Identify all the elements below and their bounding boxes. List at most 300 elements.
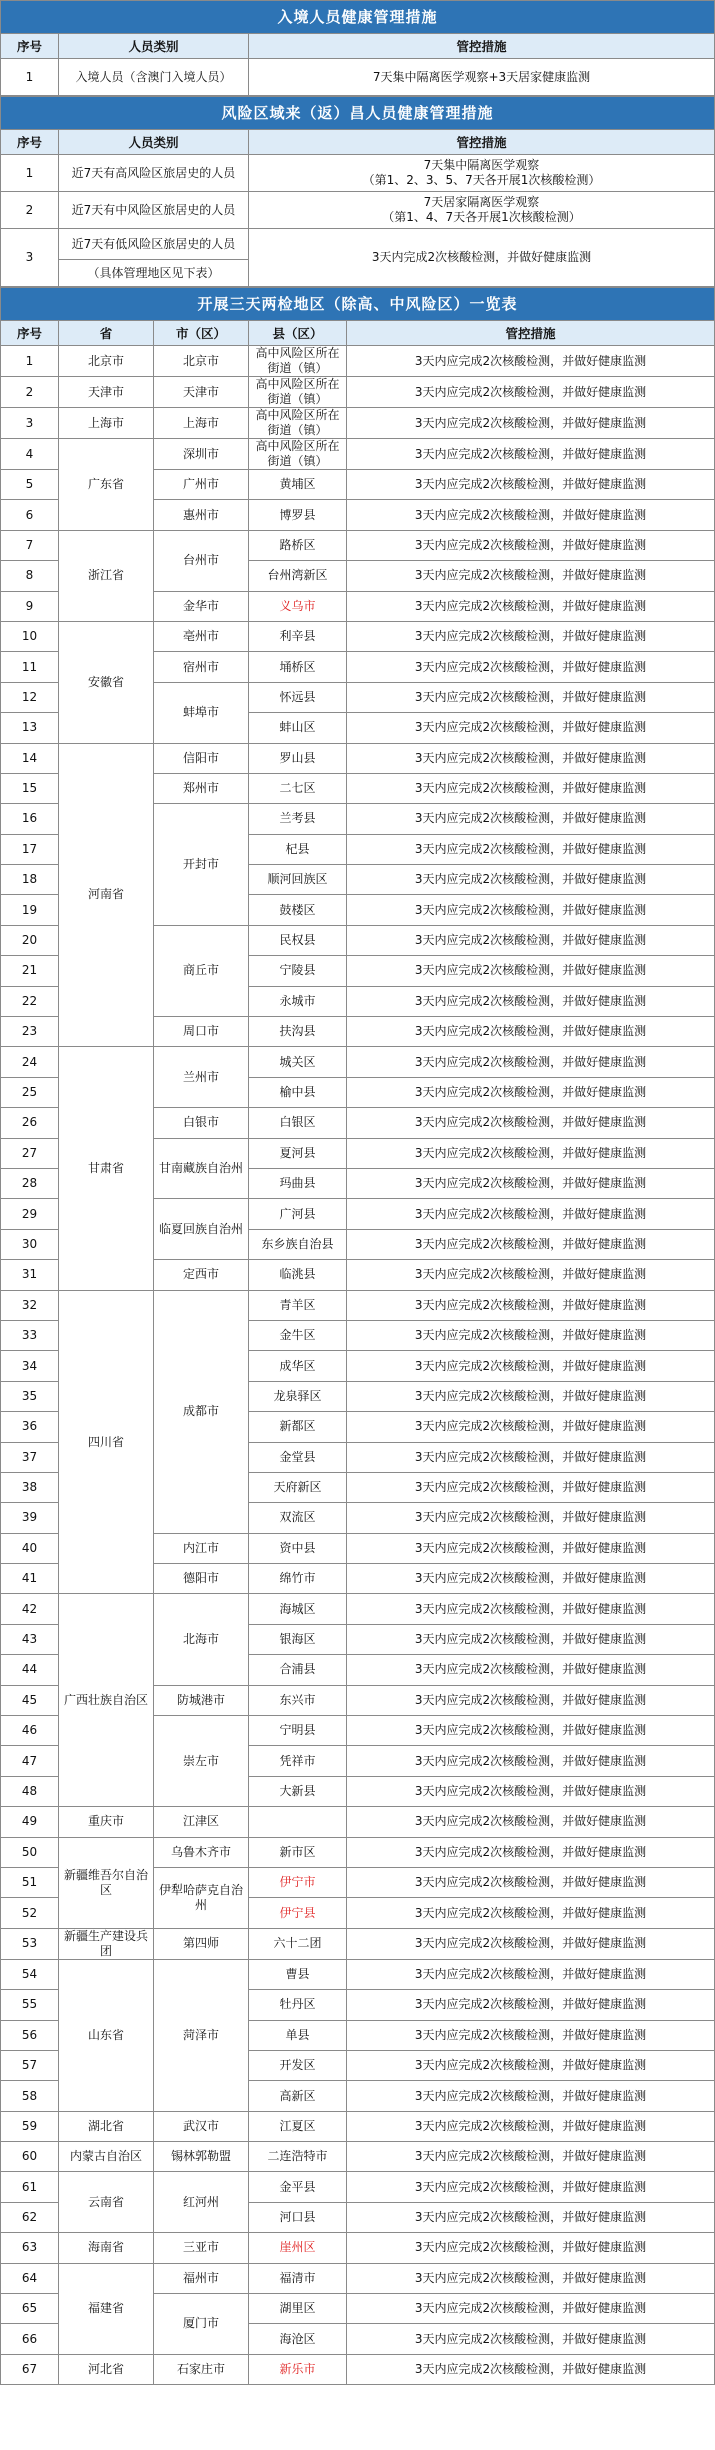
county-cell: 新市区 — [249, 1837, 347, 1867]
measure-cell: 3天内应完成2次核酸检测，并做好健康监测 — [347, 1320, 715, 1350]
measure-cell: 3天内应完成2次核酸检测，并做好健康监测 — [347, 439, 715, 470]
province-cell: 海南省 — [59, 2233, 154, 2263]
city-cell: 郑州市 — [154, 773, 249, 803]
county-cell: 湖里区 — [249, 2294, 347, 2324]
row-no: 56 — [1, 2020, 59, 2050]
row-no: 24 — [1, 1047, 59, 1077]
county-cell: 银海区 — [249, 1624, 347, 1654]
measure-cell: 3天内应完成2次核酸检测，并做好健康监测 — [347, 2020, 715, 2050]
county-cell: 夏河县 — [249, 1138, 347, 1168]
row-no: 40 — [1, 1533, 59, 1563]
county-cell: 罗山县 — [249, 743, 347, 773]
row-no: 7 — [1, 530, 59, 560]
county-cell: 扶沟县 — [249, 1017, 347, 1047]
city-cell: 菏泽市 — [154, 1959, 249, 2111]
row-no: 20 — [1, 925, 59, 955]
measure-cell: 3天内应完成2次核酸检测，并做好健康监测 — [347, 925, 715, 955]
row-no: 6 — [1, 500, 59, 530]
city-cell: 伊犁哈萨克自治州 — [154, 1867, 249, 1928]
table-row — [1, 2172, 715, 2202]
row-no: 34 — [1, 1351, 59, 1381]
city-cell: 上海市 — [154, 408, 249, 439]
row-no: 49 — [1, 1807, 59, 1837]
measure-cell: 3天内应完成2次核酸检测，并做好健康监测 — [347, 1746, 715, 1776]
row-no: 63 — [1, 2233, 59, 2263]
table-row — [1, 2233, 715, 2263]
city-cell: 信阳市 — [154, 743, 249, 773]
table-row — [1, 155, 715, 192]
province-cell: 广西壮族自治区 — [59, 1594, 154, 1807]
county-cell: 高中风险区所在街道（镇） — [249, 377, 347, 408]
row-no: 31 — [1, 1260, 59, 1290]
measure-cell: 3天内应完成2次核酸检测，并做好健康监测 — [347, 2172, 715, 2202]
region-list — [1, 346, 715, 2385]
risk-area-table — [0, 96, 715, 287]
county-cell: 二连浩特市 — [249, 2142, 347, 2172]
table-row — [1, 530, 715, 560]
city-cell: 深圳市 — [154, 439, 249, 470]
city-cell: 乌鲁木齐市 — [154, 1837, 249, 1867]
county-cell: 义乌市 — [249, 591, 347, 621]
measure-cell: 3天内应完成2次核酸检测，并做好健康监测 — [347, 1503, 715, 1533]
row-no: 2 — [1, 192, 59, 229]
city-cell: 周口市 — [154, 1017, 249, 1047]
city-cell: 定西市 — [154, 1260, 249, 1290]
county-cell: 宁陵县 — [249, 956, 347, 986]
measure-cell: 3天内应完成2次核酸检测，并做好健康监测 — [347, 1108, 715, 1138]
header-province: 省 — [59, 321, 154, 346]
header-city: 市（区） — [154, 321, 249, 346]
header-measure: 管控措施 — [249, 34, 715, 59]
province-cell: 河北省 — [59, 2354, 154, 2384]
header-measure: 管控措施 — [249, 130, 715, 155]
measure-cell: 3天内应完成2次核酸检测，并做好健康监测 — [347, 865, 715, 895]
measure-cell: 3天内应完成2次核酸检测，并做好健康监测 — [347, 1990, 715, 2020]
city-cell: 蚌埠市 — [154, 682, 249, 743]
row-no: 22 — [1, 986, 59, 1016]
header-category: 人员类别 — [59, 34, 249, 59]
row-no: 36 — [1, 1412, 59, 1442]
county-cell: 牡丹区 — [249, 1990, 347, 2020]
county-cell: 广河县 — [249, 1199, 347, 1229]
city-cell: 商丘市 — [154, 925, 249, 1016]
row-no: 57 — [1, 2050, 59, 2080]
measure-cell: 3天内应完成2次核酸检测，并做好健康监测 — [347, 1229, 715, 1259]
county-cell: 民权县 — [249, 925, 347, 955]
row-no: 8 — [1, 561, 59, 591]
county-cell: 青羊区 — [249, 1290, 347, 1320]
test-region-table — [0, 287, 715, 2385]
county-cell: 白银区 — [249, 1108, 347, 1138]
county-cell: 榆中县 — [249, 1077, 347, 1107]
county-cell: 海城区 — [249, 1594, 347, 1624]
row-no: 59 — [1, 2111, 59, 2141]
measure-cell: 3天内应完成2次核酸检测，并做好健康监测 — [347, 1776, 715, 1806]
city-cell: 临夏回族自治州 — [154, 1199, 249, 1260]
measure-cell: 3天内应完成2次核酸检测，并做好健康监测 — [347, 2263, 715, 2293]
table-row — [1, 408, 715, 439]
county-cell: 海沧区 — [249, 2324, 347, 2354]
measure-cell: 3天内应完成2次核酸检测，并做好健康监测 — [347, 500, 715, 530]
row-category: 入境人员（含澳门入境人员） — [59, 59, 249, 96]
measure-cell: 3天内应完成2次核酸检测，并做好健康监测 — [347, 1928, 715, 1959]
city-cell: 宿州市 — [154, 652, 249, 682]
county-cell: 资中县 — [249, 1533, 347, 1563]
city-cell: 白银市 — [154, 1108, 249, 1138]
measure-cell: 3天内应完成2次核酸检测，并做好健康监测 — [347, 561, 715, 591]
row-no: 45 — [1, 1685, 59, 1715]
county-cell: 高中风险区所在街道（镇） — [249, 346, 347, 377]
row-no: 26 — [1, 1108, 59, 1138]
county-cell: 金平县 — [249, 2172, 347, 2202]
city-cell: 惠州市 — [154, 500, 249, 530]
table-row — [1, 192, 715, 229]
row-no: 37 — [1, 1442, 59, 1472]
row-no: 4 — [1, 439, 59, 470]
county-cell: 伊宁县 — [249, 1898, 347, 1928]
measure-cell: 3天内应完成2次核酸检测，并做好健康监测 — [347, 1959, 715, 1989]
county-cell: 开发区 — [249, 2050, 347, 2080]
measure-cell: 3天内应完成2次核酸检测，并做好健康监测 — [347, 1381, 715, 1411]
row-no: 50 — [1, 1837, 59, 1867]
row-no: 51 — [1, 1867, 59, 1897]
table-row — [1, 1594, 715, 1624]
measure-cell: 3天内应完成2次核酸检测，并做好健康监测 — [347, 713, 715, 743]
measure-cell: 3天内应完成2次核酸检测，并做好健康监测 — [347, 530, 715, 560]
row-no: 23 — [1, 1017, 59, 1047]
measure-cell: 3天内应完成2次核酸检测，并做好健康监测 — [347, 2202, 715, 2232]
measure-cell: 3天内应完成2次核酸检测，并做好健康监测 — [347, 2233, 715, 2263]
province-cell: 甘肃省 — [59, 1047, 154, 1290]
measure-cell: 3天内应完成2次核酸检测，并做好健康监测 — [347, 652, 715, 682]
table-row — [1, 1837, 715, 1867]
row-no: 18 — [1, 865, 59, 895]
row-no: 28 — [1, 1168, 59, 1198]
county-cell: 曹县 — [249, 1959, 347, 1989]
measure-cell: 3天内应完成2次核酸检测，并做好健康监测 — [347, 1837, 715, 1867]
row-no: 12 — [1, 682, 59, 712]
table-row — [1, 439, 715, 470]
measure-cell: 3天内应完成2次核酸检测，并做好健康监测 — [347, 2294, 715, 2324]
row-no: 53 — [1, 1928, 59, 1959]
county-cell: 大新县 — [249, 1776, 347, 1806]
row-no: 48 — [1, 1776, 59, 1806]
measure-cell: 3天内应完成2次核酸检测，并做好健康监测 — [347, 1898, 715, 1928]
measure-cell: 3天内应完成2次核酸检测，并做好健康监测 — [347, 1564, 715, 1594]
city-cell: 德阳市 — [154, 1564, 249, 1594]
city-cell: 武汉市 — [154, 2111, 249, 2141]
province-cell: 四川省 — [59, 1290, 154, 1594]
city-cell: 内江市 — [154, 1533, 249, 1563]
county-cell: 永城市 — [249, 986, 347, 1016]
measure-cell: 3天内应完成2次核酸检测，并做好健康监测 — [347, 682, 715, 712]
row-no: 67 — [1, 2354, 59, 2384]
row-no: 29 — [1, 1199, 59, 1229]
province-cell: 云南省 — [59, 2172, 154, 2233]
row-measure: 7天集中隔离医学观察+3天居家健康监测 — [249, 59, 715, 96]
measure-cell: 3天内应完成2次核酸检测，并做好健康监测 — [347, 1017, 715, 1047]
row-no: 38 — [1, 1472, 59, 1502]
row-no: 10 — [1, 621, 59, 651]
province-cell: 内蒙古自治区 — [59, 2142, 154, 2172]
row-category-note: （具体管理地区见下表） — [59, 260, 249, 287]
measure-cell: 3天内应完成2次核酸检测，并做好健康监测 — [347, 1867, 715, 1897]
row-no: 25 — [1, 1077, 59, 1107]
table-row — [1, 346, 715, 377]
measure-cell: 3天内应完成2次核酸检测，并做好健康监测 — [347, 1716, 715, 1746]
row-no: 41 — [1, 1564, 59, 1594]
province-cell: 北京市 — [59, 346, 154, 377]
row-no: 11 — [1, 652, 59, 682]
row-measure — [249, 192, 715, 229]
county-cell: 绵竹市 — [249, 1564, 347, 1594]
row-no: 58 — [1, 2081, 59, 2111]
header-category: 人员类别 — [59, 130, 249, 155]
section3-title: 开展三天两检地区（除高、中风险区）一览表 — [1, 288, 715, 321]
province-cell: 山东省 — [59, 1959, 154, 2111]
table-row — [1, 377, 715, 408]
city-cell: 红河州 — [154, 2172, 249, 2233]
table-row — [1, 2263, 715, 2293]
measure-cell: 3天内应完成2次核酸检测，并做好健康监测 — [347, 1351, 715, 1381]
measure-line: 7天居家隔离医学观察 — [423, 195, 540, 209]
measure-cell: 3天内应完成2次核酸检测，并做好健康监测 — [347, 834, 715, 864]
county-cell: 临洮县 — [249, 1260, 347, 1290]
row-measure — [249, 155, 715, 192]
measure-cell: 3天内应完成2次核酸检测，并做好健康监测 — [347, 1472, 715, 1502]
measure-cell: 3天内应完成2次核酸检测，并做好健康监测 — [347, 986, 715, 1016]
section2-title: 风险区域来（返）昌人员健康管理措施 — [1, 97, 715, 130]
county-cell: 伊宁市 — [249, 1867, 347, 1897]
county-cell: 蚌山区 — [249, 713, 347, 743]
table-row — [1, 743, 715, 773]
row-no: 43 — [1, 1624, 59, 1654]
measure-cell: 3天内应完成2次核酸检测，并做好健康监测 — [347, 2050, 715, 2080]
county-cell: 金牛区 — [249, 1320, 347, 1350]
row-no: 1 — [1, 346, 59, 377]
city-cell: 崇左市 — [154, 1716, 249, 1807]
measure-cell: 3天内应完成2次核酸检测，并做好健康监测 — [347, 2111, 715, 2141]
province-cell: 新疆生产建设兵团 — [59, 1928, 154, 1959]
measure-cell: 3天内应完成2次核酸检测，并做好健康监测 — [347, 1533, 715, 1563]
city-cell: 成都市 — [154, 1290, 249, 1533]
county-cell: 城关区 — [249, 1047, 347, 1077]
county-cell: 新都区 — [249, 1412, 347, 1442]
city-cell: 防城港市 — [154, 1685, 249, 1715]
row-no: 3 — [1, 408, 59, 439]
city-cell: 锡林郭勒盟 — [154, 2142, 249, 2172]
county-cell: 高中风险区所在街道（镇） — [249, 439, 347, 470]
measure-cell: 3天内应完成2次核酸检测，并做好健康监测 — [347, 1047, 715, 1077]
row-no: 17 — [1, 834, 59, 864]
row-category: 近7天有低风险区旅居史的人员 — [59, 229, 249, 260]
city-cell: 开封市 — [154, 804, 249, 926]
row-no: 46 — [1, 1716, 59, 1746]
county-cell: 黄埔区 — [249, 470, 347, 500]
county-cell: 鼓楼区 — [249, 895, 347, 925]
row-no: 13 — [1, 713, 59, 743]
table-row — [1, 59, 715, 96]
header-no: 序号 — [1, 321, 59, 346]
province-cell: 福建省 — [59, 2263, 154, 2354]
row-no: 32 — [1, 1290, 59, 1320]
row-no: 5 — [1, 470, 59, 500]
measure-cell: 3天内应完成2次核酸检测，并做好健康监测 — [347, 1655, 715, 1685]
row-no: 64 — [1, 2263, 59, 2293]
county-cell: 高新区 — [249, 2081, 347, 2111]
city-cell: 三亚市 — [154, 2233, 249, 2263]
county-cell: 凭祥市 — [249, 1746, 347, 1776]
province-cell: 湖北省 — [59, 2111, 154, 2141]
row-no: 1 — [1, 59, 59, 96]
province-cell: 重庆市 — [59, 1807, 154, 1837]
row-no: 52 — [1, 1898, 59, 1928]
measure-cell: 3天内应完成2次核酸检测，并做好健康监测 — [347, 408, 715, 439]
measure-cell: 3天内应完成2次核酸检测，并做好健康监测 — [347, 1412, 715, 1442]
row-no: 62 — [1, 2202, 59, 2232]
header-no: 序号 — [1, 34, 59, 59]
county-cell: 崖州区 — [249, 2233, 347, 2263]
inbound-table — [0, 0, 715, 96]
table-row — [1, 229, 715, 260]
county-cell: 利辛县 — [249, 621, 347, 651]
measure-line: （第1、2、3、5、7天各开展1次核酸检测） — [362, 173, 601, 187]
province-cell: 河南省 — [59, 743, 154, 1047]
measure-cell: 3天内应完成2次核酸检测，并做好健康监测 — [347, 1077, 715, 1107]
row-no: 61 — [1, 2172, 59, 2202]
measure-cell: 3天内应完成2次核酸检测，并做好健康监测 — [347, 1685, 715, 1715]
province-cell: 天津市 — [59, 377, 154, 408]
row-no: 21 — [1, 956, 59, 986]
county-cell: 高中风险区所在街道（镇） — [249, 408, 347, 439]
row-no: 3 — [1, 229, 59, 287]
measure-cell: 3天内应完成2次核酸检测，并做好健康监测 — [347, 1807, 715, 1837]
row-no: 19 — [1, 895, 59, 925]
county-cell — [249, 1807, 347, 1837]
row-no: 2 — [1, 377, 59, 408]
county-cell: 东乡族自治县 — [249, 1229, 347, 1259]
city-cell: 石家庄市 — [154, 2354, 249, 2384]
province-cell: 上海市 — [59, 408, 154, 439]
measure-cell: 3天内应完成2次核酸检测，并做好健康监测 — [347, 956, 715, 986]
county-cell: 二七区 — [249, 773, 347, 803]
header-measure: 管控措施 — [347, 321, 715, 346]
city-cell: 厦门市 — [154, 2294, 249, 2355]
county-cell: 兰考县 — [249, 804, 347, 834]
city-cell: 江津区 — [154, 1807, 249, 1837]
city-cell: 金华市 — [154, 591, 249, 621]
table-row — [1, 2354, 715, 2384]
measure-cell: 3天内应完成2次核酸检测，并做好健康监测 — [347, 470, 715, 500]
measure-cell: 3天内应完成2次核酸检测，并做好健康监测 — [347, 1199, 715, 1229]
table-row — [1, 1807, 715, 1837]
measure-line: 7天集中隔离医学观察 — [423, 158, 540, 172]
city-cell: 台州市 — [154, 530, 249, 591]
county-cell: 怀远县 — [249, 682, 347, 712]
header-county: 县（区） — [249, 321, 347, 346]
measure-cell: 3天内应完成2次核酸检测，并做好健康监测 — [347, 591, 715, 621]
measure-cell: 3天内应完成2次核酸检测，并做好健康监测 — [347, 804, 715, 834]
row-no: 44 — [1, 1655, 59, 1685]
measure-cell: 3天内应完成2次核酸检测，并做好健康监测 — [347, 1594, 715, 1624]
row-no: 16 — [1, 804, 59, 834]
row-no: 65 — [1, 2294, 59, 2324]
measure-cell: 3天内应完成2次核酸检测，并做好健康监测 — [347, 1168, 715, 1198]
row-no: 35 — [1, 1381, 59, 1411]
measure-cell: 3天内应完成2次核酸检测，并做好健康监测 — [347, 1442, 715, 1472]
row-category: 近7天有高风险区旅居史的人员 — [59, 155, 249, 192]
measure-cell: 3天内应完成2次核酸检测，并做好健康监测 — [347, 1260, 715, 1290]
header-no: 序号 — [1, 130, 59, 155]
county-cell: 金堂县 — [249, 1442, 347, 1472]
measure-cell: 3天内应完成2次核酸检测，并做好健康监测 — [347, 346, 715, 377]
county-cell: 江夏区 — [249, 2111, 347, 2141]
row-no: 33 — [1, 1320, 59, 1350]
county-cell: 合浦县 — [249, 1655, 347, 1685]
county-cell: 天府新区 — [249, 1472, 347, 1502]
city-cell: 天津市 — [154, 377, 249, 408]
row-no: 27 — [1, 1138, 59, 1168]
county-cell: 双流区 — [249, 1503, 347, 1533]
row-no: 47 — [1, 1746, 59, 1776]
row-no: 54 — [1, 1959, 59, 1989]
county-cell: 东兴市 — [249, 1685, 347, 1715]
city-cell: 广州市 — [154, 470, 249, 500]
city-cell: 北京市 — [154, 346, 249, 377]
measure-cell: 3天内应完成2次核酸检测，并做好健康监测 — [347, 773, 715, 803]
city-cell: 北海市 — [154, 1594, 249, 1685]
table-row — [1, 621, 715, 651]
row-no: 55 — [1, 1990, 59, 2020]
county-cell: 顺河回族区 — [249, 865, 347, 895]
city-cell: 亳州市 — [154, 621, 249, 651]
city-cell: 福州市 — [154, 2263, 249, 2293]
province-cell: 新疆维吾尔自治区 — [59, 1837, 154, 1928]
province-cell: 浙江省 — [59, 530, 154, 621]
measure-cell: 3天内应完成2次核酸检测，并做好健康监测 — [347, 2081, 715, 2111]
city-cell: 第四师 — [154, 1928, 249, 1959]
measure-cell: 3天内应完成2次核酸检测，并做好健康监测 — [347, 1624, 715, 1654]
row-no: 42 — [1, 1594, 59, 1624]
measure-cell: 3天内应完成2次核酸检测，并做好健康监测 — [347, 2324, 715, 2354]
row-measure: 3天内完成2次核酸检测，并做好健康监测 — [249, 229, 715, 287]
county-cell: 单县 — [249, 2020, 347, 2050]
county-cell: 河口县 — [249, 2202, 347, 2232]
row-no: 66 — [1, 2324, 59, 2354]
county-cell: 台州湾新区 — [249, 561, 347, 591]
city-cell: 甘南藏族自治州 — [154, 1138, 249, 1199]
measure-cell: 3天内应完成2次核酸检测，并做好健康监测 — [347, 377, 715, 408]
city-cell: 兰州市 — [154, 1047, 249, 1108]
row-no: 30 — [1, 1229, 59, 1259]
county-cell: 博罗县 — [249, 500, 347, 530]
measure-cell: 3天内应完成2次核酸检测，并做好健康监测 — [347, 2354, 715, 2384]
province-cell: 安徽省 — [59, 621, 154, 743]
measure-cell: 3天内应完成2次核酸检测，并做好健康监测 — [347, 621, 715, 651]
county-cell: 福清市 — [249, 2263, 347, 2293]
table-row — [1, 1047, 715, 1077]
measure-cell: 3天内应完成2次核酸检测，并做好健康监测 — [347, 2142, 715, 2172]
county-cell: 龙泉驿区 — [249, 1381, 347, 1411]
table-row — [1, 2142, 715, 2172]
row-no: 9 — [1, 591, 59, 621]
county-cell: 新乐市 — [249, 2354, 347, 2384]
county-cell: 六十二团 — [249, 1928, 347, 1959]
row-no: 15 — [1, 773, 59, 803]
table-row — [1, 1928, 715, 1959]
measure-cell: 3天内应完成2次核酸检测，并做好健康监测 — [347, 1138, 715, 1168]
row-no: 60 — [1, 2142, 59, 2172]
